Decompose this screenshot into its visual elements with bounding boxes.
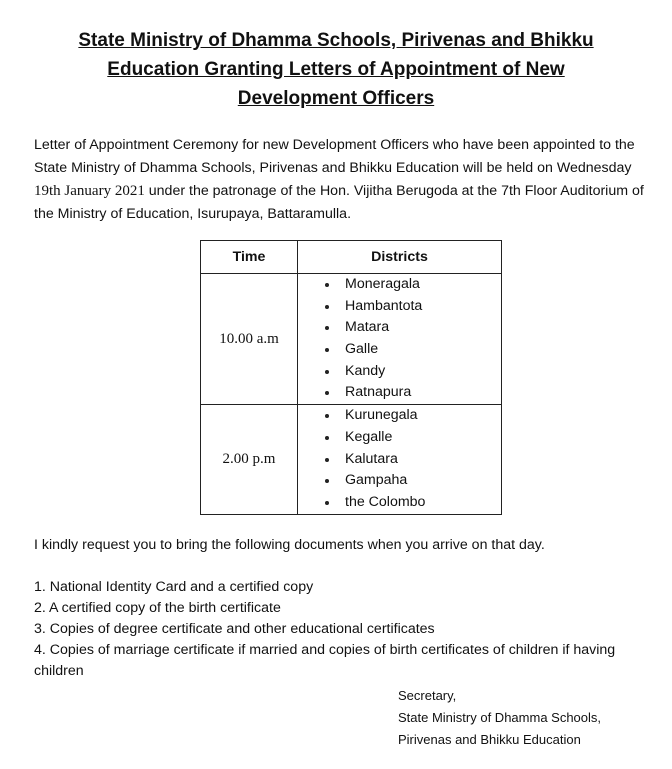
session-districts	[298, 274, 502, 405]
signature-block	[398, 685, 658, 751]
title-line-2: Education Granting Letters of Appointment of New	[107, 59, 565, 80]
district-item: Moneragala	[324, 274, 501, 296]
district-item: the Colombo	[324, 492, 501, 514]
document-item: 4. Copies of marriage certificate if married and copies of birth certificates of children if having children	[34, 642, 616, 679]
session-districts	[298, 405, 502, 514]
document-item: 2. A certified copy of the birth certificate	[34, 600, 281, 616]
ceremony-date: 19th January 2021	[34, 183, 145, 199]
intro-text-part-1: Letter of Appointment Ceremony for new Development Officers who have been appointed to the State Ministry of Dhamma Schools, Pirivenas and Bhikku Education will be held on Wednesday	[34, 137, 635, 176]
documents-list	[34, 577, 634, 682]
district-item: Kegalle	[324, 427, 501, 449]
signature-org-line-1: State Ministry of Dhamma Schools,	[398, 710, 602, 725]
intro-text-part-2: under the patronage of the Hon. Vijitha Berugoda at the 7th Floor Auditorium of the Ministry of Education, Isurupaya, Battaramulla.	[34, 183, 644, 222]
title-line-3: Development Officers	[237, 88, 435, 109]
district-item: Galle	[324, 339, 501, 361]
title-line-1: State Ministry of Dhamma Schools, Pirivenas and Bhikku	[78, 30, 594, 51]
schedule-table	[200, 240, 502, 515]
session-time: 10.00 a.m	[201, 274, 298, 405]
intro-paragraph	[34, 134, 644, 226]
district-item: Ratnapura	[324, 382, 501, 404]
signature-org-line-2: Pirivenas and Bhikku Education	[398, 732, 581, 747]
district-list	[298, 405, 501, 513]
districts-column-header: Districts	[298, 241, 502, 274]
time-column-header: Time	[201, 241, 298, 274]
district-list	[298, 274, 501, 404]
session-row-morning	[201, 274, 502, 405]
district-item: Matara	[324, 317, 501, 339]
request-paragraph: I kindly request you to bring the following documents when you arrive on that day.	[34, 537, 545, 553]
district-item: Kandy	[324, 361, 501, 383]
district-item: Kurunegala	[324, 405, 501, 427]
session-row-afternoon	[201, 405, 502, 514]
document-title	[40, 26, 632, 113]
district-item: Kalutara	[324, 449, 501, 471]
district-item: Gampaha	[324, 470, 501, 492]
document-item: 1. National Identity Card and a certified copy	[34, 579, 314, 595]
document-item: 3. Copies of degree certificate and other educational certificates	[34, 621, 435, 637]
schedule-header-row	[201, 241, 502, 274]
district-item: Hambantota	[324, 296, 501, 318]
session-time: 2.00 p.m	[201, 405, 298, 514]
signature-title: Secretary,	[398, 688, 457, 703]
